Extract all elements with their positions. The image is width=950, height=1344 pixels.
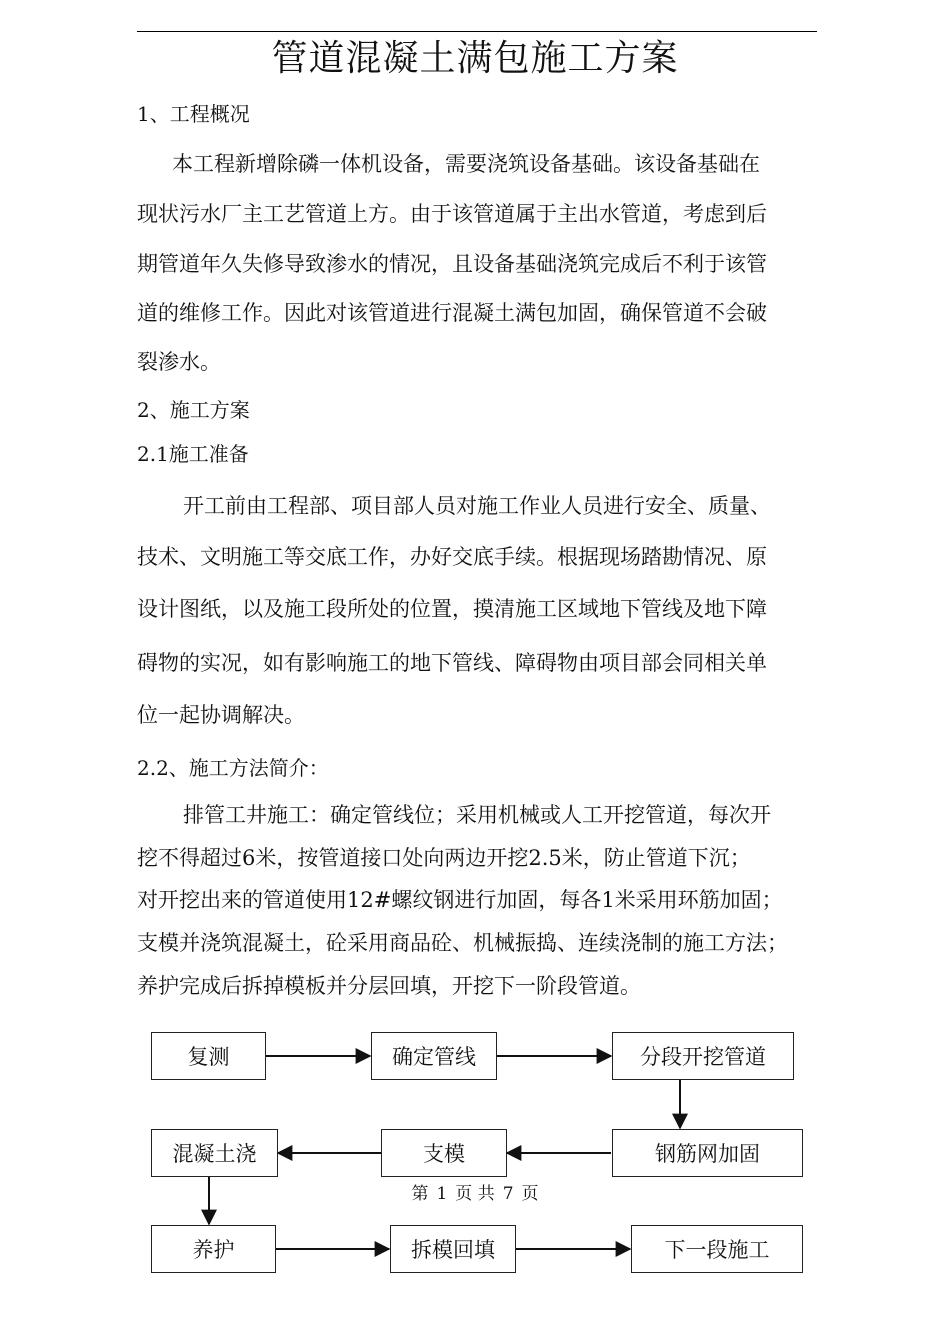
paragraph-line: 道的维修工作。因此对该管道进行混凝土满包加固，确保管道不会破	[137, 301, 767, 325]
paragraph-line: 现状污水厂主工艺管道上方。由于该管道属于主出水管道，考虑到后	[137, 202, 767, 226]
paragraph-line: 对开挖出来的管道使用12#螺纹钢进行加固，每各1米采用环筋加固；	[137, 888, 783, 912]
paragraph-line: 支模并浇筑混凝土，砼采用商品砼、机械振捣、连续浇制的施工方法；	[137, 931, 788, 955]
paragraph-line: 本工程新增除磷一体机设备，需要浇筑设备基础。该设备基础在	[172, 152, 760, 176]
paragraph-line: 开工前由工程部、项目部人员对施工作业人员进行安全、质量、	[183, 494, 771, 518]
paragraph-line: 碍物的实况，如有影响施工的地下管线、障碍物由项目部会同相关单	[137, 651, 767, 675]
flow-step-segment-excavation: 分段开挖管道	[612, 1032, 794, 1080]
footer-page-number: 1	[436, 1184, 448, 1204]
top-rule	[137, 31, 817, 32]
section-1-heading: 1、工程概况	[137, 102, 250, 126]
flow-step-curing: 养护	[151, 1225, 276, 1273]
footer-suffix: 页	[521, 1184, 539, 1204]
flow-step-concrete-pour: 混凝土浇	[151, 1129, 278, 1177]
flow-step-recheck: 复测	[151, 1032, 266, 1080]
footer-total-pages: 7	[502, 1184, 514, 1204]
flow-step-rebar-mesh: 钢筋网加固	[612, 1129, 803, 1177]
paragraph-line: 技术、文明施工等交底工作，办好交底手续。根据现场踏勘情况、原	[137, 545, 767, 569]
paragraph-line: 挖不得超过6米，按管道接口处向两边开挖2.5米，防止管道下沉；	[137, 846, 751, 870]
footer-prefix: 第	[411, 1184, 429, 1204]
flow-step-remove-formwork-backfill: 拆模回填	[390, 1225, 516, 1273]
flow-step-formwork: 支模	[381, 1129, 507, 1177]
paragraph-line: 位一起协调解决。	[137, 703, 305, 727]
section-2-1-heading: 2.1施工准备	[137, 442, 249, 466]
paragraph-line: 裂渗水。	[137, 350, 221, 374]
flow-step-next-segment: 下一段施工	[631, 1225, 803, 1273]
section-2-2-heading: 2.2、施工方法简介：	[137, 756, 329, 780]
footer-mid: 页 共	[455, 1184, 495, 1204]
paragraph-line: 排管工井施工：确定管线位；采用机械或人工开挖管道，每次开	[183, 803, 771, 827]
section-2-heading: 2、施工方案	[137, 398, 250, 422]
paragraph-line: 设计图纸，以及施工段所处的位置，摸清施工区域地下管线及地下障	[137, 597, 767, 621]
flow-step-confirm-pipeline: 确定管线	[371, 1032, 497, 1080]
paragraph-line: 养护完成后拆掉模板并分层回填，开挖下一阶段管道。	[137, 974, 641, 998]
page-footer	[0, 1182, 950, 1206]
paragraph-line: 期管道年久失修导致渗水的情况，且设备基础浇筑完成后不利于该管	[137, 252, 767, 276]
document-title: 管道混凝土满包施工方案	[271, 38, 679, 79]
